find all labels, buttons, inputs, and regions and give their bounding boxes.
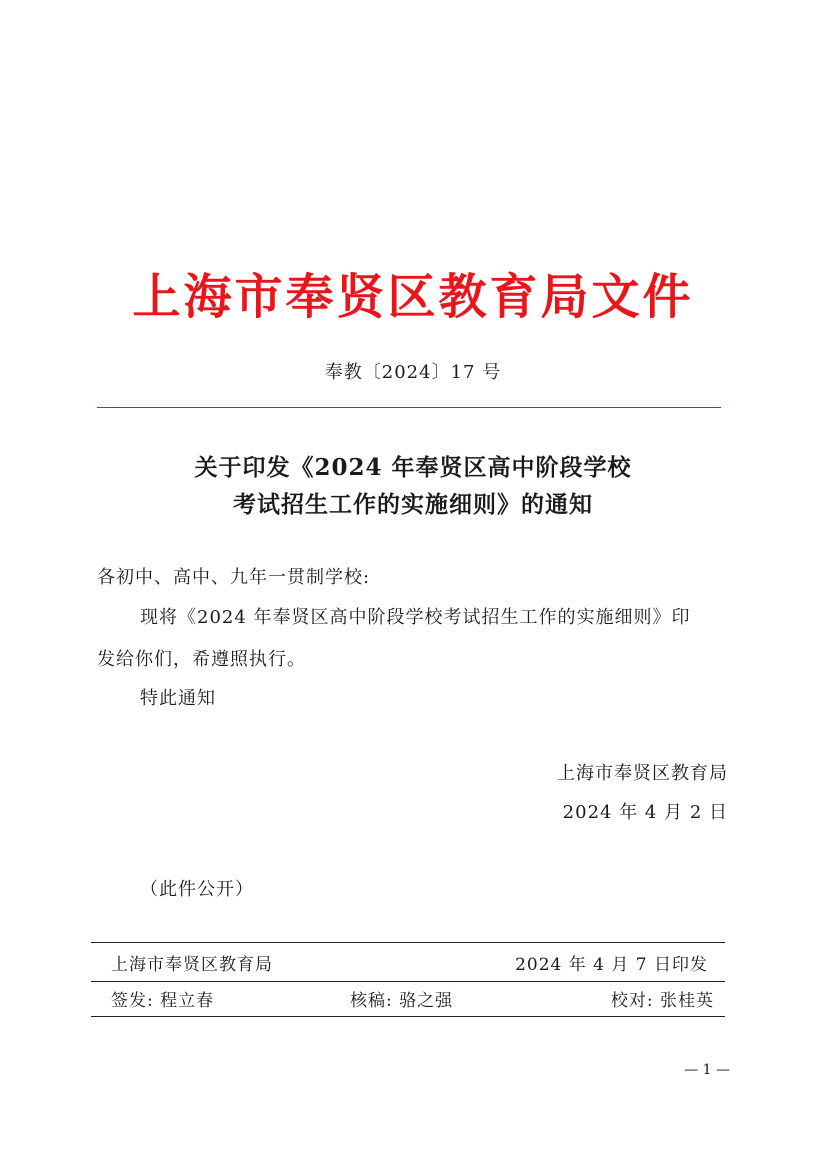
document-header-title: 上海市奉贤区教育局文件 <box>132 269 694 325</box>
addressee: 各初中、高中、九年一贯制学校: <box>97 567 371 588</box>
footer-middle-rule <box>91 981 725 982</box>
signature-organization: 上海市奉贤区教育局 <box>557 763 728 784</box>
closing-remark: 特此通知 <box>140 688 216 709</box>
footer-reviewer: 核稿: 骆之强 <box>350 991 454 1011</box>
footer-signer: 签发: 程立春 <box>111 991 215 1011</box>
page-number: — 1 — <box>684 1062 730 1078</box>
public-note: （此件公开） <box>140 879 254 900</box>
document-number: 奉教〔2024〕17 号 <box>324 362 502 383</box>
footer-issue-date: 2024 年 4 月 7 日印发 <box>515 955 708 975</box>
notice-title-line-1: 关于印发《2024 年奉贤区高中阶段学校 <box>194 454 632 481</box>
footer-top-rule <box>91 942 725 943</box>
body-paragraph-line-1: 现将《2024 年奉贤区高中阶段学校考试招生工作的实施细则》印 <box>140 607 691 628</box>
red-divider-line <box>97 407 721 408</box>
footer-proofreader: 校对: 张桂英 <box>610 991 714 1011</box>
signature-date: 2024 年 4 月 2 日 <box>562 802 728 823</box>
notice-title-line-2: 考试招生工作的实施细则》的通知 <box>233 491 593 518</box>
footer-bottom-rule <box>91 1016 725 1017</box>
body-paragraph-line-2: 发给你们，希遵照执行。 <box>97 649 306 670</box>
footer-issuer: 上海市奉贤区教育局 <box>111 955 273 975</box>
